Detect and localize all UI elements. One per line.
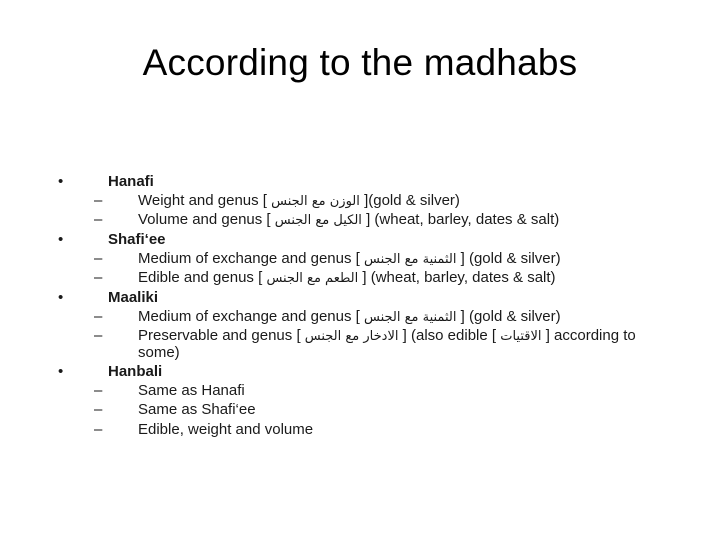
dash-marker: –	[94, 269, 103, 286]
madhab-name: Maaliki	[108, 289, 159, 306]
arabic-term: الثمنية مع الجنس	[364, 310, 457, 325]
dash-marker: –	[94, 382, 103, 399]
sub-item-pre: Medium of exchange and genus [	[138, 308, 360, 325]
madhab-name: Hanbali	[108, 363, 163, 380]
sub-item-pre: Medium of exchange and genus [	[138, 250, 360, 267]
sub-item-post: ] according to	[545, 327, 636, 344]
sub-item-pre: Weight and genus [	[138, 192, 267, 209]
sub-item-text	[138, 268, 556, 289]
sub-item-post: ] (wheat, barley, dates & salt)	[362, 269, 556, 286]
dash-marker: –	[94, 250, 103, 267]
slide-title: According to the madhabs	[142, 42, 578, 83]
sub-item-text	[138, 307, 561, 328]
sub-item-post: ] (gold & silver)	[460, 250, 561, 267]
arabic-term: الوزن مع الجنس	[271, 194, 360, 209]
sub-item-post: ](gold & silver)	[364, 192, 460, 209]
dash-marker: –	[94, 327, 103, 344]
sub-item-text	[138, 210, 559, 231]
dash-marker: –	[94, 308, 103, 325]
bullet-marker: •	[58, 231, 64, 248]
madhab-name: Hanafi	[108, 173, 154, 190]
sub-item-pre: Edible and genus [	[138, 269, 263, 286]
arabic-term: الطعم مع الجنس	[266, 271, 359, 286]
bullet-marker: •	[58, 363, 64, 380]
sub-item-pre: Volume and genus [	[138, 211, 271, 228]
arabic-term: الكيل مع الجنس	[274, 213, 362, 228]
sub-item-text: some)	[138, 344, 180, 361]
bullet-marker: •	[58, 289, 64, 306]
sub-item-text	[138, 326, 636, 347]
dash-marker: –	[94, 192, 103, 209]
sub-item-pre: Preservable and genus [	[138, 327, 301, 344]
sub-item-post: ] (wheat, barley, dates & salt)	[366, 211, 560, 228]
dash-marker: –	[94, 421, 103, 438]
sub-item-post: ] (also edible [	[402, 327, 497, 344]
sub-item-text	[138, 191, 460, 212]
madhab-name: Shafi‘ee	[108, 231, 166, 248]
sub-item-text: Edible, weight and volume	[138, 421, 314, 438]
sub-item-text	[138, 249, 561, 270]
sub-item-post: ] (gold & silver)	[460, 308, 561, 325]
dash-marker: –	[94, 211, 103, 228]
sub-item-text: Same as Hanafi	[138, 382, 245, 399]
bullet-marker: •	[58, 173, 64, 190]
arabic-term: الثمنية مع الجنس	[364, 252, 457, 267]
sub-item-text: Same as Shafi‘ee	[138, 401, 256, 418]
dash-marker: –	[94, 401, 103, 418]
arabic-term: الاقتيات	[500, 329, 542, 344]
arabic-term: الادخار مع الجنس	[304, 329, 399, 344]
